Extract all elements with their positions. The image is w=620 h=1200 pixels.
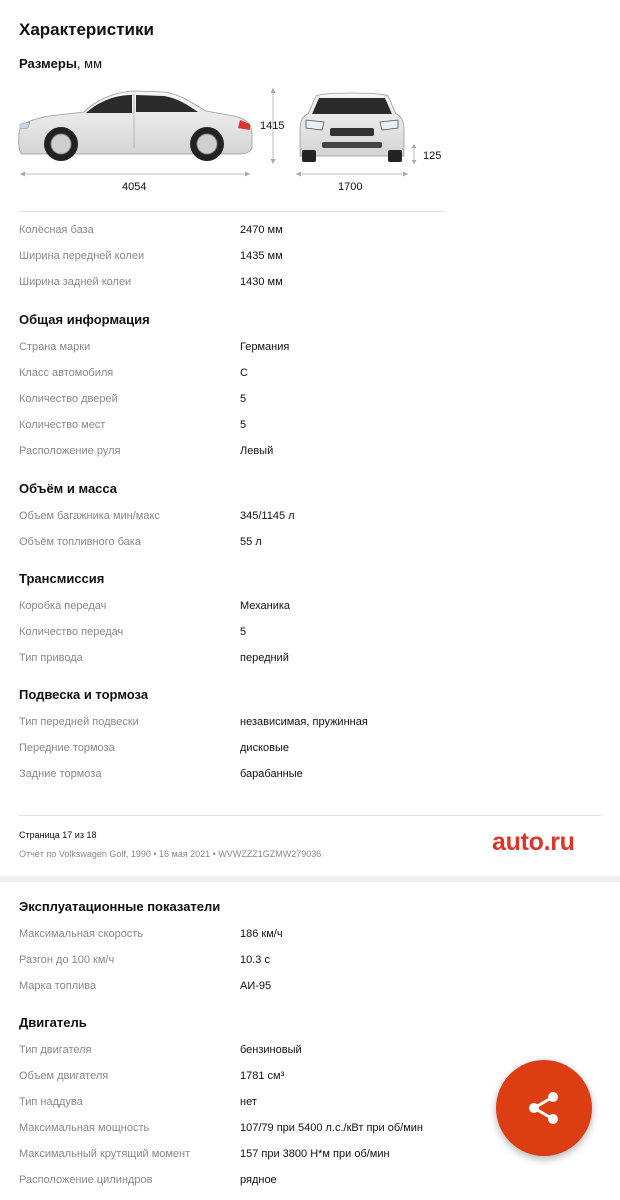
spec-row <box>19 1171 459 1191</box>
spec-label: Разгон до 100 км/ч <box>19 954 115 966</box>
footer-divider <box>19 815 601 816</box>
report-reference: Отчёт по Volkswagen Golf, 1990 • 16 мая 2021 • WVWZZZ1GZMW279036 <box>19 849 322 859</box>
spec-row <box>19 416 459 436</box>
spec-label: Количество передач <box>19 626 124 638</box>
section-title: Трансмиссия <box>19 571 105 586</box>
spec-label: Марка топлива <box>19 980 97 992</box>
spec-value: 186 км/ч <box>240 928 283 940</box>
spec-label: Передние тормоза <box>19 742 115 754</box>
spec-row <box>19 713 459 733</box>
spec-row <box>19 977 459 997</box>
spec-label: Класс автомобиля <box>19 367 114 379</box>
spec-value: 5 <box>240 419 247 431</box>
spec-label: Количество мест <box>19 419 106 431</box>
clearance-value: 125 <box>423 150 442 162</box>
spec-label: Максимальная мощность <box>19 1122 150 1134</box>
spec-label: Задние тормоза <box>19 768 102 780</box>
spec-row <box>19 533 459 553</box>
page-number: Страница 17 из 18 <box>19 830 97 840</box>
spec-label: Количество дверей <box>19 393 118 405</box>
spec-row <box>19 925 459 945</box>
spec-row <box>19 273 459 293</box>
dimensions-title-unit: , мм <box>76 56 103 71</box>
spec-label: Тип привода <box>19 652 83 664</box>
spec-row <box>19 1067 459 1087</box>
spec-label: Объем двигателя <box>19 1070 109 1082</box>
spec-value: независимая, пружинная <box>240 716 368 728</box>
spec-label: Ширина передней колеи <box>19 250 145 262</box>
divider <box>19 211 445 212</box>
section-title: Объём и масса <box>19 481 118 496</box>
spec-row <box>19 247 459 267</box>
spec-label: Расположение цилиндров <box>19 1174 153 1186</box>
spec-value: Германия <box>240 341 290 353</box>
section-title: Подвеска и тормоза <box>19 687 149 702</box>
spec-row <box>19 951 459 971</box>
spec-label: Колёсная база <box>19 224 94 236</box>
spec-label: Расположение руля <box>19 445 121 457</box>
spec-value: дисковые <box>240 742 289 754</box>
height-value: 1415 <box>260 120 285 132</box>
spec-value: 107/79 при 5400 л.с./кВт при об/мин <box>240 1122 423 1134</box>
car-front-view <box>292 86 412 180</box>
section-title: Двигатель <box>19 1015 87 1030</box>
spec-value: Механика <box>240 600 291 612</box>
spec-label: Ширина задней колеи <box>19 276 132 288</box>
spec-value: АИ-95 <box>240 980 272 992</box>
spec-value: 5 <box>240 626 247 638</box>
clearance-dimension-line <box>409 142 419 166</box>
spec-value: барабанные <box>240 768 303 780</box>
spec-value: C <box>240 367 248 379</box>
section-title: Общая информация <box>19 312 150 327</box>
spec-label: Тип передней подвески <box>19 716 139 728</box>
spec-row <box>19 1041 459 1061</box>
spec-row <box>19 221 459 241</box>
spec-label: Страна марки <box>19 341 91 353</box>
share-icon <box>525 1089 563 1127</box>
share-button[interactable] <box>496 1060 592 1156</box>
spec-row <box>19 649 459 669</box>
spec-row <box>19 739 459 759</box>
dimensions-title <box>19 56 102 71</box>
spec-label: Коробка передач <box>19 600 107 612</box>
spec-value: 2470 мм <box>240 224 283 236</box>
spec-value: 1430 мм <box>240 276 283 288</box>
spec-value: передний <box>240 652 289 664</box>
spec-value: 157 при 3800 Н*м при об/мин <box>240 1148 390 1160</box>
length-value: 4054 <box>122 181 147 193</box>
spec-row <box>19 364 459 384</box>
spec-row <box>19 442 459 462</box>
spec-value: нет <box>240 1096 257 1108</box>
spec-value: бензиновый <box>240 1044 302 1056</box>
spec-row <box>19 623 459 643</box>
dimensions-title-bold: Размеры <box>19 56 77 71</box>
spec-value: Левый <box>240 445 274 457</box>
auto-ru-logo: auto.ru <box>492 828 575 856</box>
spec-row <box>19 597 459 617</box>
car-side-view <box>14 86 259 180</box>
width-value: 1700 <box>338 181 363 193</box>
spec-row <box>19 1145 459 1165</box>
spec-value: 1435 мм <box>240 250 283 262</box>
spec-value: 10.3 с <box>240 954 270 966</box>
spec-row <box>19 1093 459 1113</box>
spec-value: 1781 см³ <box>240 1070 285 1082</box>
spec-label: Объём топливного бака <box>19 536 141 548</box>
spec-label: Тип наддува <box>19 1096 83 1108</box>
page-separator <box>0 876 620 882</box>
page-title: Характеристики <box>19 20 154 39</box>
spec-label: Максимальный крутящий момент <box>19 1148 191 1160</box>
spec-value: 5 <box>240 393 247 405</box>
spec-label: Максимальная скорость <box>19 928 144 940</box>
spec-row <box>19 1119 459 1139</box>
spec-label: Объем багажника мин/макс <box>19 510 160 522</box>
spec-value: 55 л <box>240 536 262 548</box>
spec-value: 345/1145 л <box>240 510 295 522</box>
spec-row <box>19 507 459 527</box>
spec-row <box>19 338 459 358</box>
section-title: Эксплуатационные показатели <box>19 899 221 914</box>
spec-value: рядное <box>240 1174 277 1186</box>
spec-row <box>19 390 459 410</box>
spec-row <box>19 765 459 785</box>
spec-label: Тип двигателя <box>19 1044 92 1056</box>
